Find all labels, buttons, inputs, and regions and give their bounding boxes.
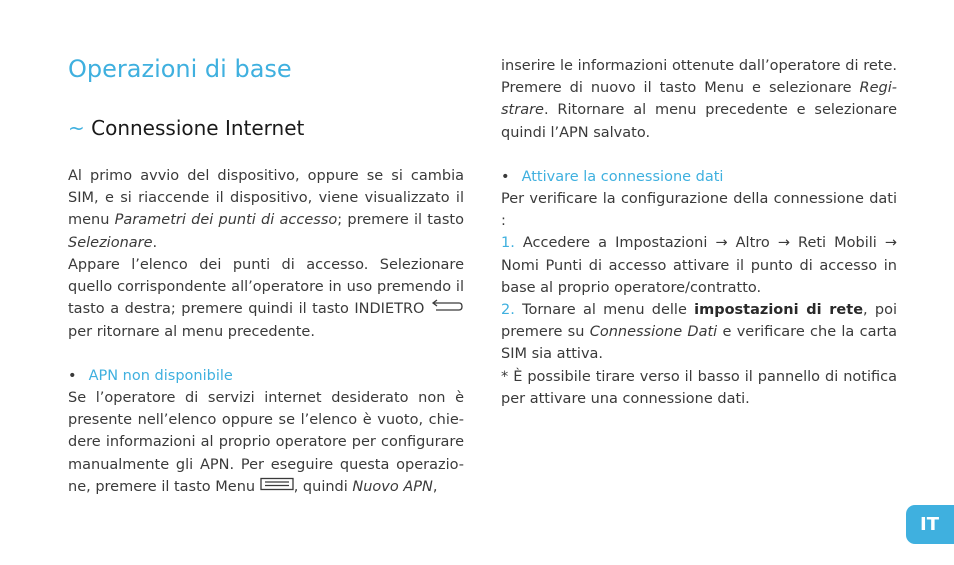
step-1-text-c: Reti Mobili xyxy=(789,235,885,252)
intro-text-a: Al primo avvio del dispositivo, oppure se si cambia SIM, e si riaccende il dispositivo, viene visualizzato il menu xyxy=(68,168,464,229)
register-text-c: . Ritornare al menu precedente e selezionare quindi l’APN salvato. xyxy=(501,102,897,141)
bullet-title: Attivare la connessione dati xyxy=(521,168,724,185)
bullet-title: APN non disponibile xyxy=(88,367,233,384)
step-number: 1. xyxy=(501,235,515,252)
intro-text-e: . xyxy=(152,234,158,251)
page-title: Operazioni di base xyxy=(68,55,292,83)
apn-list-text-a: Appare l’elenco dei punti di accesso. Selezionare quello corrispondente all’operatore in uso premendo il tasto a destra; premere quindi il tasto INDIETRO xyxy=(68,256,464,318)
apn-list-paragraph xyxy=(68,254,464,343)
menu-key-icon xyxy=(260,476,294,498)
step-1 xyxy=(501,232,897,299)
apn-manual-paragraph xyxy=(68,387,464,498)
network-settings-label: impostazioni di rete xyxy=(694,302,864,319)
right-column xyxy=(501,55,897,410)
data-connection-label: Connessione Dati xyxy=(589,324,718,341)
apn-list-text-b: per ritornare al menu precedente. xyxy=(68,323,315,340)
language-tab: IT xyxy=(906,505,954,544)
intro-paragraph xyxy=(68,165,464,254)
new-apn-label: Nuovo APN xyxy=(352,478,433,495)
intro-select-key: Selezionare xyxy=(68,234,153,251)
step-2-text-c: , poi premere su xyxy=(501,302,897,341)
bullet-activate-data xyxy=(501,166,897,188)
register-text-a: inserire le informazioni ottenute dall’operatore di rete. Premere di nuovo il tasto Menu e selezionare xyxy=(501,58,897,97)
step-2 xyxy=(501,299,897,366)
footnote: * È possibile tirare verso il basso il pannello di notifica per attivare una connessione dati. xyxy=(501,368,897,407)
section-title-text: Connessione Internet xyxy=(91,116,305,140)
bullet-dot: • xyxy=(68,367,77,384)
step-1-text-a: Accedere a Impostazioni xyxy=(514,235,716,252)
register-paragraph xyxy=(501,55,897,144)
apn-manual-text-d: , xyxy=(432,478,438,495)
arrow-right-icon: → xyxy=(884,235,897,252)
register-key: Regi-strare xyxy=(501,80,897,119)
step-1-text-d: Nomi Punti di accesso attivare il punto di accesso in base al proprio operatore/contratto. xyxy=(501,257,897,296)
section-tilde: ~ xyxy=(68,116,85,140)
bullet-apn-unavailable xyxy=(68,365,464,387)
step-1-text-b: Altro xyxy=(727,235,778,252)
step-2-text-a: Tornare al menu delle xyxy=(514,302,695,319)
bullet-dot: • xyxy=(501,168,510,185)
apn-manual-text-a: Se l’operatore di servizi internet desiderato non è presente nell’elenco oppure se l’elenco è vuoto, chie-dere informazioni al proprio operatore per configurare manualmente gli APN. Per eseguire questa operazio-ne, premere il tasto Menu xyxy=(68,389,464,495)
step-2-text-e: e verificare che la carta SIM sia attiva. xyxy=(501,324,897,363)
arrow-right-icon: → xyxy=(777,235,790,252)
arrow-right-icon: → xyxy=(715,235,728,252)
left-column xyxy=(68,165,464,498)
back-arrow-icon xyxy=(430,298,464,320)
intro-text-c: ; premere il tasto xyxy=(337,212,464,229)
section-title xyxy=(68,116,304,140)
verify-paragraph: Per verificare la configurazione della connessione dati : xyxy=(501,191,897,230)
apn-manual-text-b: , quindi xyxy=(293,478,353,495)
step-number: 2. xyxy=(501,302,515,319)
intro-menu-name: Parametri dei punti di accesso xyxy=(114,212,338,229)
